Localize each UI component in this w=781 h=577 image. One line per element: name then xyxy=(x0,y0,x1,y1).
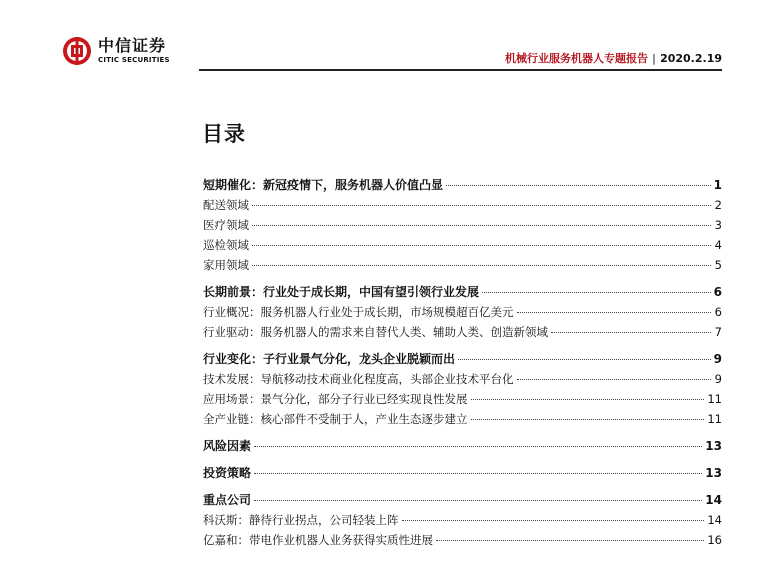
toc-entry-page-number: 11 xyxy=(707,412,722,426)
toc-entry-page-number: 14 xyxy=(707,513,722,527)
header-separator: | xyxy=(652,52,657,65)
toc-entry-label: 医疗领域 xyxy=(203,218,249,232)
citic-logo-icon xyxy=(62,36,92,66)
toc-entry-label: 科沃斯：静待行业拐点，公司轻装上阵 xyxy=(203,513,399,527)
toc-entry[interactable] xyxy=(203,371,722,391)
toc-entry-page-number: 6 xyxy=(714,305,722,319)
report-info xyxy=(505,50,722,66)
toc-section-heading-label: 长期前景：行业处于成长期，中国有望引领行业发展 xyxy=(203,285,480,299)
dot-leader xyxy=(446,185,711,186)
toc-entry[interactable] xyxy=(203,237,722,257)
toc-entry-label: 技术发展：导航移动技术商业化程度高，头部企业技术平台化 xyxy=(203,372,514,386)
dot-leader xyxy=(482,292,711,293)
toc-section xyxy=(203,464,722,485)
toc-entry-page-number: 3 xyxy=(714,218,722,232)
toc-section-heading-label: 风险因素 xyxy=(203,439,252,453)
dot-leader xyxy=(254,446,702,447)
toc-section-heading[interactable] xyxy=(203,491,722,512)
dot-leader xyxy=(517,312,712,313)
toc-section-heading-page-number: 13 xyxy=(705,439,722,453)
dot-leader xyxy=(252,205,711,206)
logo-english-name: CITIC SECURITIES xyxy=(98,56,170,64)
toc-entry[interactable] xyxy=(203,532,722,552)
toc-section xyxy=(203,176,722,277)
toc-title: 目录 xyxy=(202,122,246,146)
toc-entry[interactable] xyxy=(203,324,722,344)
dot-leader xyxy=(252,245,711,246)
toc-section-heading[interactable] xyxy=(203,176,722,197)
header-divider xyxy=(199,69,722,71)
toc-entry-page-number: 9 xyxy=(714,372,722,386)
toc-entry[interactable] xyxy=(203,391,722,411)
report-title: 机械行业服务机器人专题报告 xyxy=(505,52,649,65)
toc-section-heading-page-number: 6 xyxy=(713,285,722,299)
toc-section-heading-label: 投资策略 xyxy=(203,466,252,480)
dot-leader xyxy=(252,225,711,226)
toc-entry-label: 行业概况：服务机器人行业处于成长期，市场规模超百亿美元 xyxy=(203,305,514,319)
dot-leader xyxy=(436,540,704,541)
dot-leader xyxy=(402,520,705,521)
dot-leader xyxy=(471,399,705,400)
toc-section-heading[interactable] xyxy=(203,437,722,458)
dot-leader xyxy=(551,332,711,333)
toc-section xyxy=(203,491,722,552)
toc-section xyxy=(203,437,722,458)
toc-section-heading-label: 短期催化：新冠疫情下，服务机器人价值凸显 xyxy=(203,178,444,192)
toc-entry-page-number: 11 xyxy=(707,392,722,406)
report-date: 2020.2.19 xyxy=(660,52,722,65)
toc-entry-label: 全产业链：核心部件不受制于人，产业生态逐步建立 xyxy=(203,412,468,426)
toc-section-heading[interactable] xyxy=(203,350,722,371)
toc-entry-page-number: 16 xyxy=(707,533,722,547)
toc-section xyxy=(203,283,722,344)
toc-entry-page-number: 7 xyxy=(714,325,722,339)
toc-entry[interactable] xyxy=(203,512,722,532)
toc-entry[interactable] xyxy=(203,197,722,217)
toc-entry[interactable] xyxy=(203,257,722,277)
dot-leader xyxy=(517,379,712,380)
toc-entry[interactable] xyxy=(203,411,722,431)
toc-entry-page-number: 4 xyxy=(714,238,722,252)
toc-entry-page-number: 5 xyxy=(714,258,722,272)
toc-section-heading-page-number: 14 xyxy=(705,493,722,507)
dot-leader xyxy=(471,419,705,420)
toc-entry[interactable] xyxy=(203,217,722,237)
dot-leader xyxy=(254,473,702,474)
toc-section-heading[interactable] xyxy=(203,283,722,304)
toc-section-heading-label: 行业变化：子行业景气分化，龙头企业脱颖而出 xyxy=(203,352,456,366)
dot-leader xyxy=(458,359,711,360)
toc-entry-page-number: 2 xyxy=(714,198,722,212)
toc-entry-label: 亿嘉和：带电作业机器人业务获得实质性进展 xyxy=(203,533,433,547)
dot-leader xyxy=(252,265,711,266)
toc-entry[interactable] xyxy=(203,304,722,324)
toc-section-heading-page-number: 9 xyxy=(713,352,722,366)
toc-entry-label: 配送领域 xyxy=(203,198,249,212)
toc-section-heading-page-number: 13 xyxy=(705,466,722,480)
toc-section-heading-label: 重点公司 xyxy=(203,493,252,507)
toc-entry-label: 家用领域 xyxy=(203,258,249,272)
logo-chinese-name: 中信证券 xyxy=(98,36,167,55)
toc-section-heading[interactable] xyxy=(203,464,722,485)
toc-section xyxy=(203,350,722,431)
toc-entry-label: 应用场景：景气分化，部分子行业已经实现良性发展 xyxy=(203,392,468,406)
dot-leader xyxy=(254,500,702,501)
toc-entry-label: 巡检领域 xyxy=(203,238,249,252)
table-of-contents xyxy=(203,176,722,558)
toc-section-heading-page-number: 1 xyxy=(713,178,722,192)
page-header xyxy=(62,32,722,68)
citic-logo xyxy=(62,36,170,66)
toc-entry-label: 行业驱动：服务机器人的需求来自替代人类、辅助人类、创造新领域 xyxy=(203,325,548,339)
